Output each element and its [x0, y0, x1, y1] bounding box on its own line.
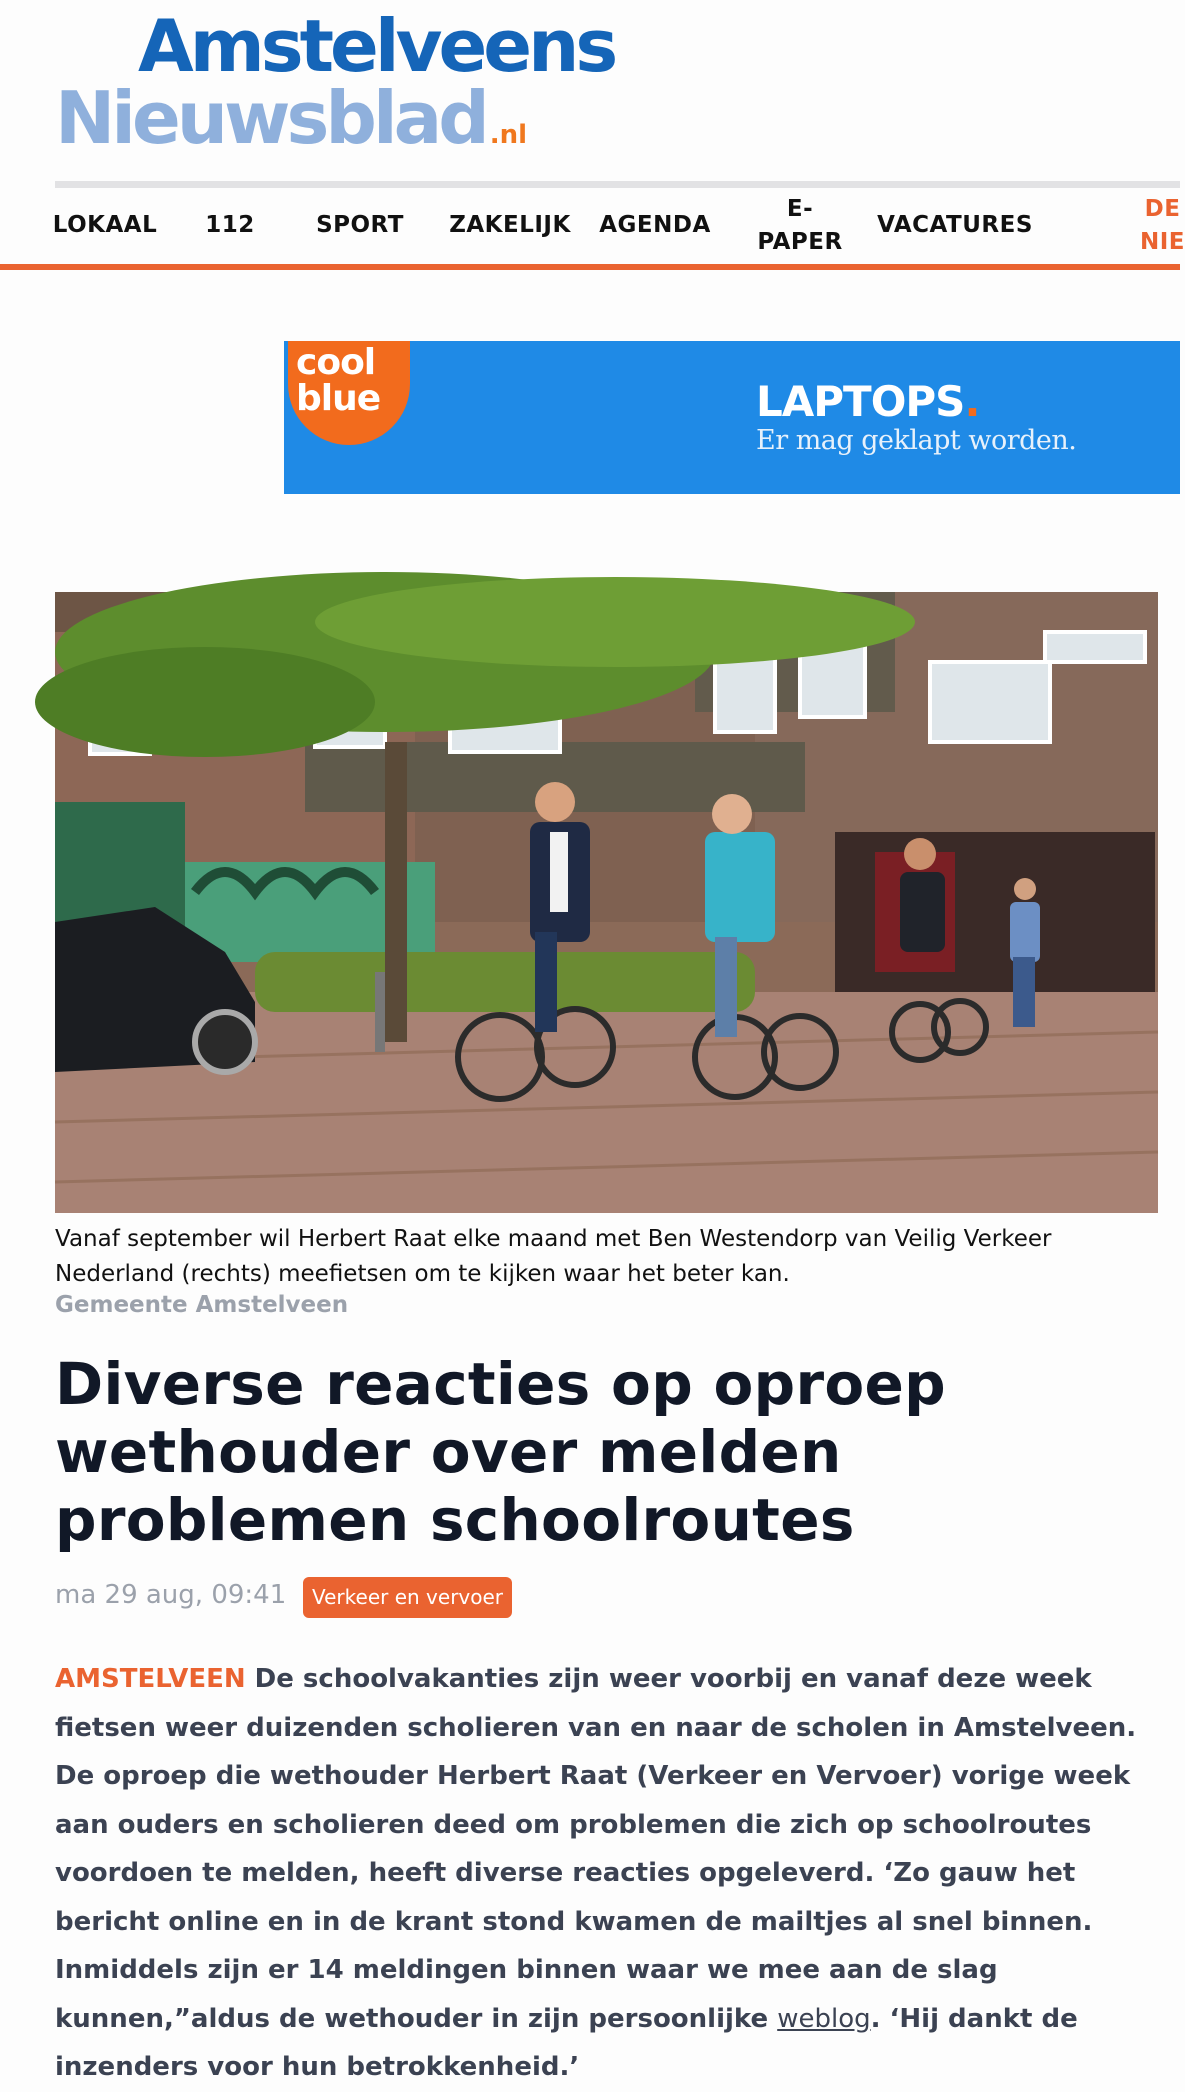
- nav-item-agenda[interactable]: AGENDA: [599, 212, 711, 239]
- article-photo: [55, 592, 1158, 1213]
- nav-item-112[interactable]: 112: [205, 212, 255, 239]
- nav-item-e-paper[interactable]: E- PAPER: [757, 195, 843, 255]
- photo-credit: Gemeente Amstelveen: [55, 1292, 349, 1318]
- nav-top-divider: [55, 181, 1180, 188]
- logo-line-1: Amstelveens: [138, 4, 615, 88]
- ad-tagline: Er mag geklapt worden.: [756, 425, 1077, 456]
- lead-dateline: AMSTELVEEN: [55, 1664, 246, 1694]
- lead-text-1: De schoolvakanties zijn weer voorbij en vanaf deze week fietsen weer duizenden scholieren van en naar de scholen in Amstelveen. De oproep die wethouder Herbert Raat (Verkeer en Vervoer) vorige week aan ouders en scholieren deed om problemen die zich op schoolroutes voordoen te melden, heeft diverse reacties opgeleverd. ‘Zo gauw het bericht online en in de krant stond kwamen de mailtjes al snel binnen. Inmiddels zijn er 14 meldingen binnen waar we mee aan de slag kunnen,”aldus de wethouder in zijn persoonlijke: [55, 1664, 1137, 2034]
- main-nav: [52, 188, 1185, 264]
- article-headline: Diverse reacties op oproep wethouder over melden problemen schoolroutes: [55, 1350, 946, 1554]
- lead-text-2: . ‘Hij dankt de inzenders voor hun betrokkenheid.’: [55, 2003, 1078, 2082]
- article-lead: [55, 1655, 1165, 2092]
- nav-bottom-divider: [0, 264, 1180, 270]
- ad-brand: cool blue: [296, 342, 381, 419]
- nav-item-de-nieuwsblad[interactable]: DE NIE: [1140, 195, 1185, 255]
- ad-title: [756, 377, 979, 426]
- logo-line-2: [55, 76, 528, 160]
- article-date: ma 29 aug, 09:41: [55, 1580, 287, 1610]
- category-tag[interactable]: Verkeer en vervoer: [303, 1577, 512, 1618]
- logo-line-2-text: Nieuwsblad: [55, 76, 486, 160]
- weblog-link[interactable]: weblog: [777, 2003, 871, 2034]
- nav-item-sport[interactable]: SPORT: [316, 212, 404, 239]
- photo-caption: Vanaf september wil Herbert Raat elke maand met Ben Westendorp van Veilig Verkeer Nederland (rechts) meefietsen om te kijken waar het beter kan.: [55, 1226, 1052, 1287]
- nav-item-zakelijk[interactable]: ZAKELIJK: [449, 212, 571, 239]
- ad-title-text: LAPTOPS: [756, 377, 965, 426]
- coolblue-ad-banner[interactable]: [284, 341, 1180, 494]
- nav-item-vacatures[interactable]: VACATURES: [877, 212, 1033, 239]
- ad-title-dot: .: [964, 377, 980, 426]
- logo-tld: .nl: [489, 120, 528, 150]
- nav-item-lokaal[interactable]: LOKAAL: [52, 212, 158, 239]
